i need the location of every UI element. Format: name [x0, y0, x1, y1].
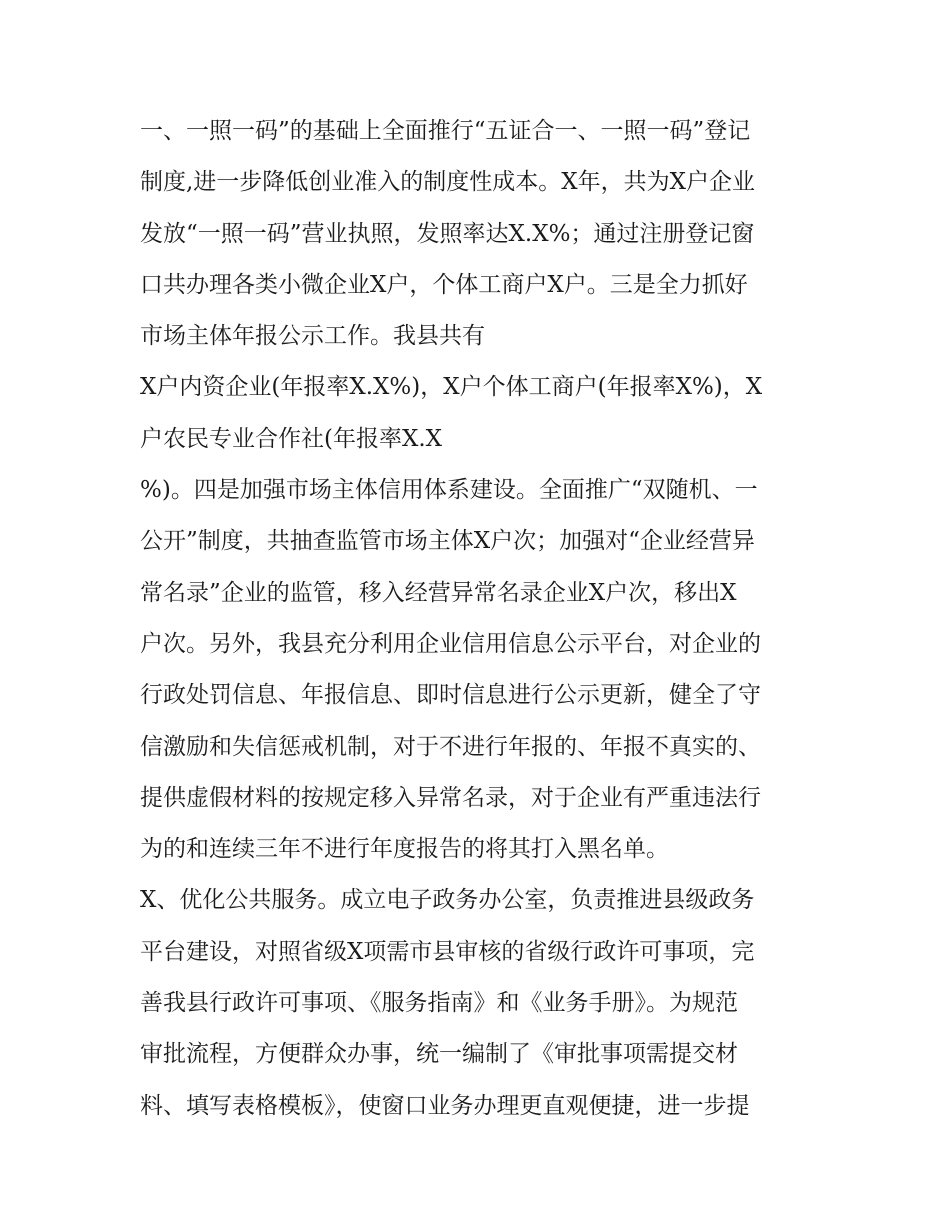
text-line: 平台建设，对照省级X项需市县审核的省级行政许可事项，完 [140, 938, 755, 965]
text-line: 公开”制度，共抽查监管市场主体X户次；加强对“企业经营异 [140, 528, 755, 555]
text-line: X、优化公共服务。成立电子政务办公室，负责推进县级政务 [140, 887, 755, 914]
text-line: 一、一照一码”的基础上全面推行“五证合一、一照一码”登记 [140, 118, 751, 144]
text-line: 常名录”企业的监管，移入经营异常名录企业X户次，移出X [140, 579, 737, 606]
text-line: 行政处罚信息、年报信息、即时信息进行公示更新，健全了守 [140, 682, 761, 709]
text-line: 善我县行政许可事项、《服务指南》和《业务手册》。为规范 [140, 990, 738, 1017]
text-line: 审批流程，方便群众办事，统一编制了《审批事项需提交材 [140, 1041, 738, 1068]
text-line: %)。四是加强市场主体信用体系建设。全面推广“双随机、一 [140, 477, 758, 504]
text-line: 制度,进一步降低创业准入的制度性成本。X年，共为X户企业 [140, 169, 756, 196]
text-line: 提供虚假材料的按规定移入异常名录，对于企业有严重违法行 [140, 784, 761, 811]
text-line: X户内资企业(年报率X.X%)，X户个体工商户(年报率X%)，X [140, 374, 763, 401]
text-line: 户次。另外，我县充分利用企业信用信息公示平台，对企业的 [140, 630, 761, 657]
text-line: 料、填写表格模板》，使窗口业务办理更直观便捷，进一步提 [140, 1092, 750, 1119]
text-line: 发放“一照一码”营业执照，发照率达X.X%；通过注册登记窗 [140, 220, 755, 247]
text-line: 市场主体年报公示工作。我县共有 [140, 323, 485, 350]
text-line: 为的和连续三年不进行年度报告的将其打入黑名单。 [140, 836, 669, 863]
body-text [140, 106, 820, 1132]
text-line: 户农民专业合作社(年报率X.X [140, 425, 443, 452]
text-line: 口共办理各类小微企业X户，个体工商户X户。三是全力抓好 [140, 271, 748, 298]
text-line: 信激励和失信惩戒机制，对于不进行年报的、年报不真实的、 [140, 733, 761, 760]
